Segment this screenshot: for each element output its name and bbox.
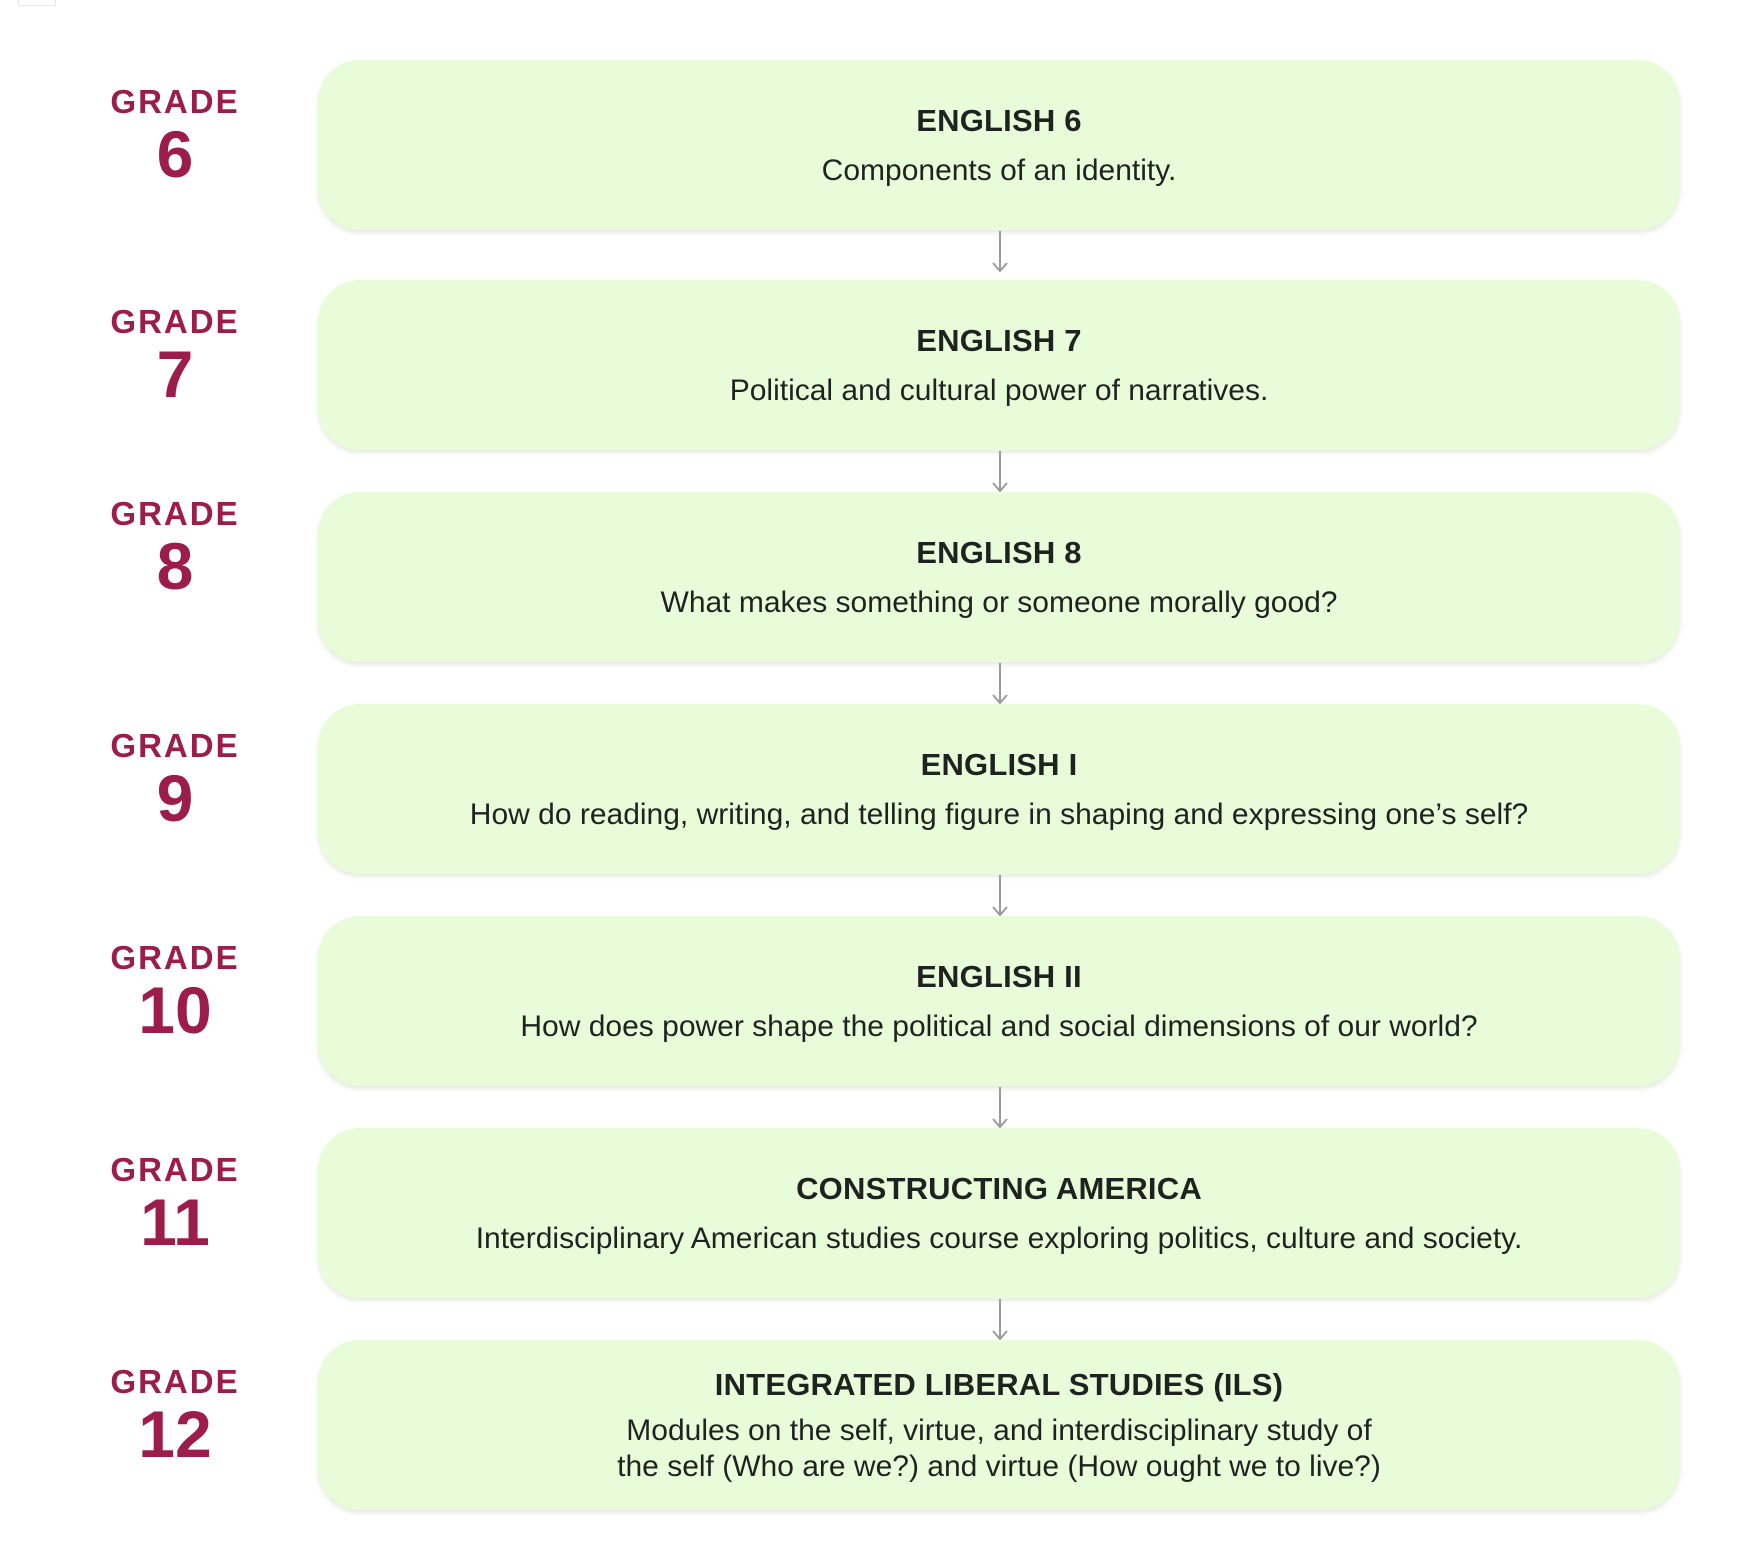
course-description: How do reading, writing, and telling figure in shaping and expressing one’s self? — [469, 798, 1529, 831]
course-description: Political and cultural power of narratives. — [729, 374, 1269, 407]
grade-number: 9 — [156, 761, 194, 835]
arrow-down-icon — [990, 450, 1010, 494]
course-title: ENGLISH I — [920, 747, 1078, 782]
arrow-down-icon — [990, 1298, 1010, 1342]
grade-label — [100, 1150, 250, 1259]
grade-word: GRADE — [110, 83, 240, 120]
grade-label — [100, 302, 250, 411]
grade-number: 7 — [156, 337, 194, 411]
grade-number: 12 — [138, 1397, 212, 1471]
course-card — [318, 280, 1680, 450]
course-description: Interdisciplinary American studies course exploring politics, culture and society. — [475, 1222, 1523, 1255]
course-title: ENGLISH 7 — [916, 323, 1082, 358]
course-title: ENGLISH 6 — [916, 103, 1082, 138]
grade-number: 10 — [138, 973, 212, 1047]
grade-label — [100, 82, 250, 191]
grade-number: 6 — [156, 117, 194, 191]
grade-word: GRADE — [110, 1363, 240, 1400]
course-card — [318, 916, 1680, 1086]
arrow-down-icon — [990, 874, 1010, 918]
course-title: ENGLISH II — [916, 959, 1082, 994]
course-description: What makes something or someone morally good? — [660, 586, 1338, 619]
course-description-line: the self (Who are we?) and virtue (How ought we to live?) — [617, 1450, 1381, 1483]
course-card — [318, 492, 1680, 662]
grade-word: GRADE — [110, 495, 240, 532]
grade-number: 11 — [140, 1185, 210, 1259]
course-description: Components of an identity. — [821, 154, 1177, 187]
course-description: How does power shape the political and social dimensions of our world? — [520, 1010, 1478, 1043]
grade-word: GRADE — [110, 939, 240, 976]
course-card — [318, 60, 1680, 230]
grade-label — [100, 494, 250, 603]
course-description — [617, 1413, 1381, 1485]
grade-word: GRADE — [110, 1151, 240, 1188]
grade-label — [100, 938, 250, 1047]
grade-word: GRADE — [110, 303, 240, 340]
course-title: CONSTRUCTING AMERICA — [796, 1171, 1202, 1206]
arrow-down-icon — [990, 1086, 1010, 1130]
course-description-line: Modules on the self, virtue, and interdisciplinary study of — [626, 1414, 1372, 1447]
course-title: INTEGRATED LIBERAL STUDIES (ILS) — [714, 1367, 1284, 1402]
grade-label — [100, 1362, 250, 1471]
grade-label — [100, 726, 250, 835]
course-card — [318, 1340, 1680, 1510]
arrow-down-icon — [990, 662, 1010, 706]
course-title: ENGLISH 8 — [916, 535, 1082, 570]
grade-word: GRADE — [110, 727, 240, 764]
course-card — [318, 704, 1680, 874]
grade-number: 8 — [156, 529, 194, 603]
arrow-down-icon — [990, 230, 1010, 274]
course-card — [318, 1128, 1680, 1298]
corner-box — [18, 0, 56, 6]
